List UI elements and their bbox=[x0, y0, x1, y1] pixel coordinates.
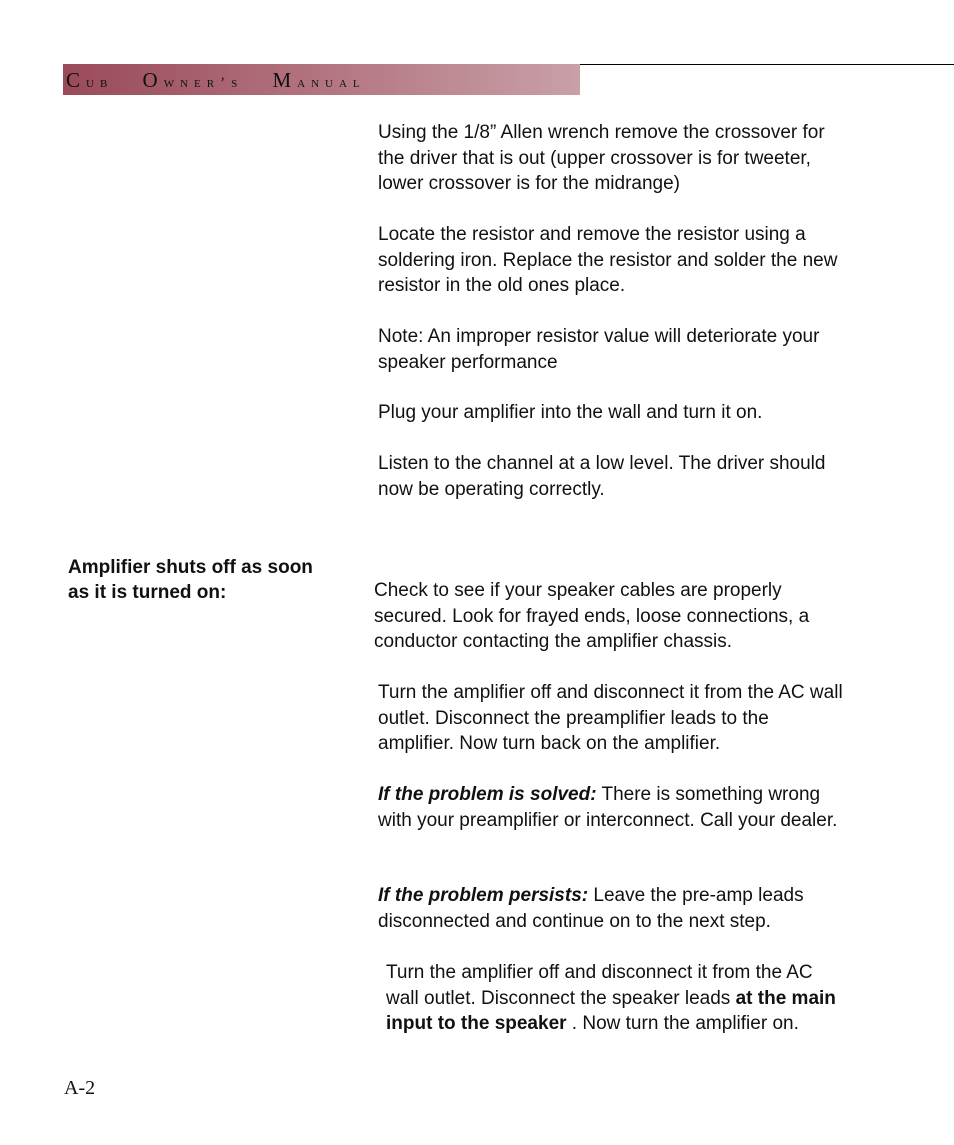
emphasis-main-input: at the main input to the speaker bbox=[386, 987, 836, 1034]
paragraph-note-resistor: Note: An improper resistor value will deteriorate your speaker performance bbox=[378, 326, 820, 373]
label-problem-solved: If the problem is solved: bbox=[378, 784, 597, 805]
paragraph-disconnect-speaker-leads: Turn the amplifier off and disconnect it from the AC wall outlet. Disconnect the speaker leads at the main input to the speaker . Now turn the amplifier on. bbox=[386, 962, 836, 1034]
paragraph-remove-crossover: Using the 1/8” Allen wrench remove the crossover for the driver that is out (upper crossover is for tweeter, lower crossover is for the midrange) bbox=[378, 122, 825, 194]
header-word-3: Manual bbox=[272, 68, 366, 92]
paragraph-plug-amplifier: Plug your amplifier into the wall and turn it on. bbox=[378, 402, 763, 423]
paragraph-problem-solved: If the problem is solved: There is something wrong with your preamplifier or interconnect. Call your dealer. bbox=[378, 784, 838, 831]
header-word-2: Owner’s bbox=[142, 68, 244, 92]
page-number: A-2 bbox=[64, 1077, 96, 1099]
label-problem-persists: If the problem persists: bbox=[378, 885, 589, 906]
running-header bbox=[66, 68, 366, 93]
header-word-1: Cub bbox=[66, 68, 114, 92]
paragraph-problem-persists: If the problem persists: Leave the pre-amp leads disconnected and continue on to the next step. bbox=[378, 885, 804, 932]
paragraph-replace-resistor: Locate the resistor and remove the resistor using a soldering iron. Replace the resistor and solder the new resistor in the old ones place. bbox=[378, 224, 838, 296]
paragraph-check-speaker-cables: Check to see if your speaker cables are properly secured. Look for frayed ends, loose connections, a conductor contacting the amplifier chassis. bbox=[374, 580, 810, 652]
section-heading-amplifier-shuts-off: Amplifier shuts off as soon as it is turned on: bbox=[68, 557, 313, 603]
paragraph-listen-channel: Listen to the channel at a low level. The driver should now be operating correctly. bbox=[378, 453, 826, 500]
header-rule bbox=[580, 64, 954, 65]
paragraph-disconnect-preamplifier: Turn the amplifier off and disconnect it from the AC wall outlet. Disconnect the preamplifier leads to the amplifier. Now turn back on the amplifier. bbox=[378, 682, 843, 754]
